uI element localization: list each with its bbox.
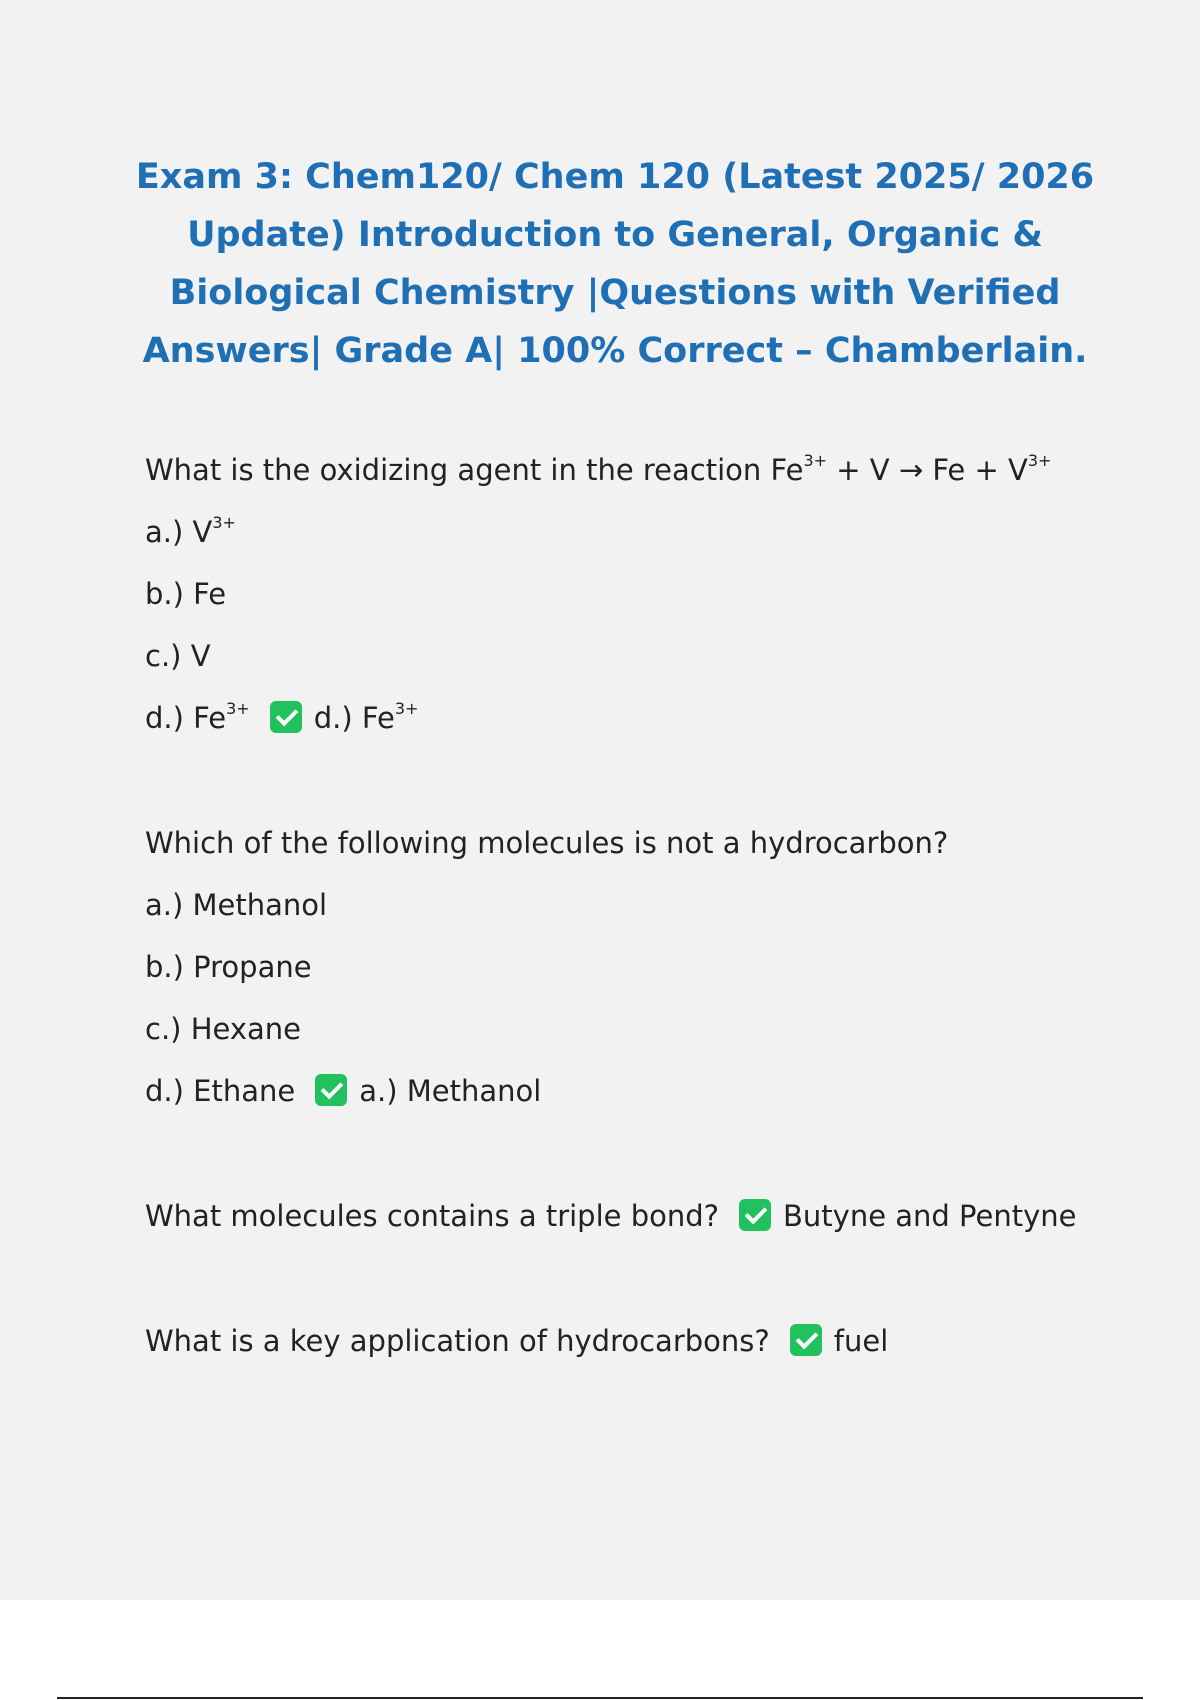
option-d	[145, 698, 1125, 738]
check-box-icon	[739, 1199, 771, 1231]
charge-superscript: 3+	[226, 699, 250, 718]
question-text-part: What is the oxidizing agent in the reaction Fe	[145, 453, 804, 487]
option-b	[145, 574, 1125, 614]
question-1	[145, 450, 1125, 738]
question-3	[145, 1196, 1125, 1236]
option-a	[145, 512, 1125, 552]
charge-superscript: 3+	[212, 513, 236, 532]
option-c	[145, 636, 1125, 676]
question-list	[145, 450, 1125, 1446]
answer-label: fuel	[833, 1324, 889, 1358]
charge-superscript: 3+	[394, 699, 419, 718]
answer-label: Butyne and Pentyne	[783, 1199, 1077, 1233]
question-4	[145, 1321, 1125, 1361]
question-text	[145, 1321, 1125, 1361]
option-a	[145, 885, 1125, 925]
option-label: a.) V	[145, 515, 213, 549]
question-label: What molecules contains a triple bond?	[145, 1199, 720, 1233]
option-label: c.) V	[145, 639, 211, 673]
check-box-icon	[790, 1324, 822, 1356]
option-c	[145, 1009, 1125, 1049]
option-d	[145, 1071, 1125, 1111]
option-label: b.) Fe	[145, 577, 227, 611]
check-box-icon	[315, 1074, 347, 1106]
option-b	[145, 947, 1125, 987]
option-label: d.) Fe	[145, 701, 227, 735]
option-label: a.) Methanol	[145, 888, 328, 922]
question-text	[145, 450, 1125, 490]
footer-divider	[57, 1697, 1143, 1699]
answer-label: a.) Methanol	[359, 1074, 542, 1108]
charge-superscript: 3+	[1027, 451, 1052, 470]
question-text-part: + V → Fe + V	[827, 453, 1028, 487]
charge-superscript: 3+	[803, 451, 828, 470]
option-label: c.) Hexane	[145, 1012, 301, 1046]
check-box-icon	[270, 701, 302, 733]
question-2	[145, 823, 1125, 1111]
answer-label: d.) Fe	[313, 701, 395, 735]
question-text: Which of the following molecules is not a hydrocarbon?	[145, 826, 949, 860]
option-label: b.) Propane	[145, 950, 312, 984]
question-text	[145, 1196, 1125, 1236]
option-label: d.) Ethane	[145, 1074, 296, 1108]
document-title: Exam 3: Chem120/ Chem 120 (Latest 2025/ 2026 Update) Introduction to General, Organic & Biological Chemistry |Questions with Verified Answers| Grade A| 100% Correct – Chamberlain.	[135, 157, 1095, 371]
question-label: What is a key application of hydrocarbons?	[145, 1324, 770, 1358]
